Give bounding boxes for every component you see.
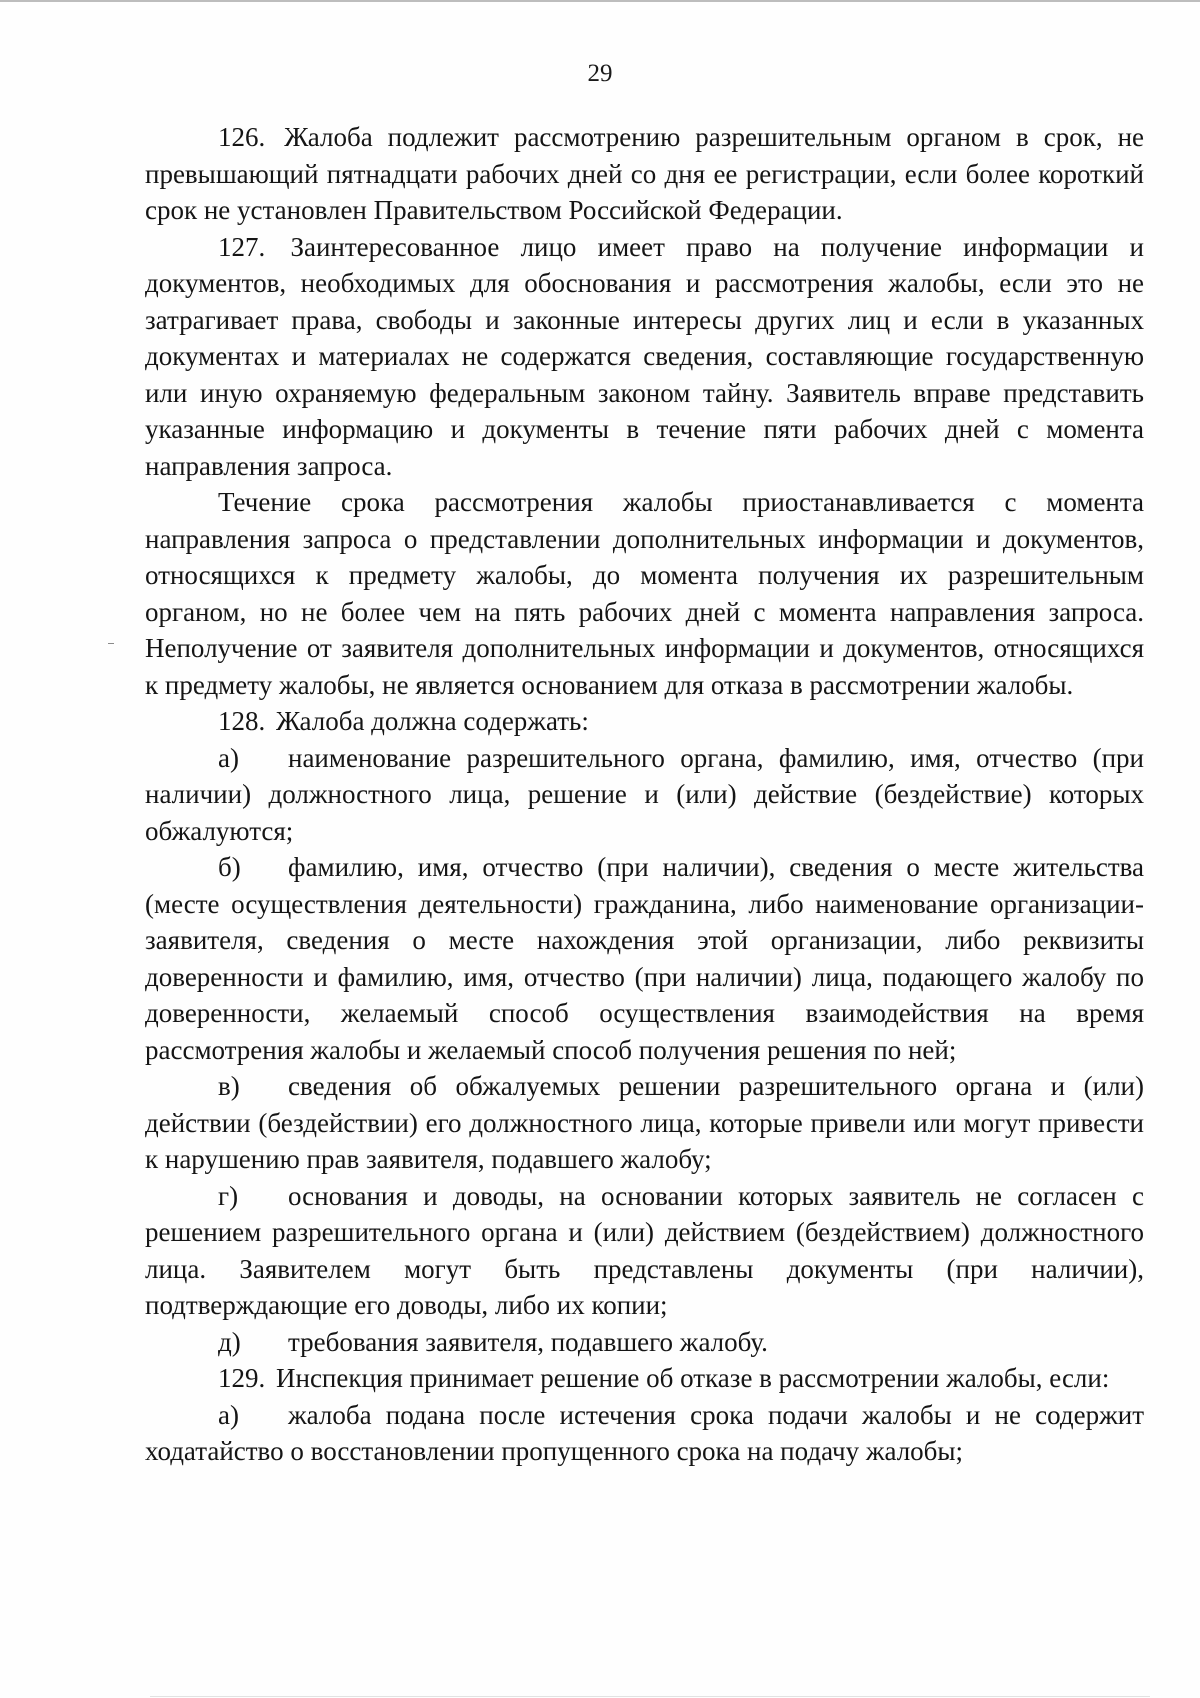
- paragraph-number: 128.: [218, 706, 266, 736]
- list-marker: г): [218, 1180, 239, 1211]
- paragraph-number: 126.: [218, 122, 266, 152]
- list-item-text: сведения об обжалуемых решении разрешительного органа и (или) действии (бездействии) его должностного лица, которые привели или могут привести к нарушению прав заявителя, подавшего жалобу;: [145, 1071, 1144, 1174]
- paragraph-127-continuation: [145, 484, 1144, 703]
- list-item-text: наименование разрешительного органа, фамилию, имя, отчество (при наличии) должностного лица, решение и (или) действие (бездействие) которых обжалуются;: [145, 742, 1144, 846]
- list-item-text: требования заявителя, подавшего жалобу.: [288, 1326, 768, 1357]
- list-item-text: фамилию, имя, отчество (при наличии), сведения о месте жительства (месте осуществления деятельности) гражданина, либо наименование организации-заявителя, сведения о месте нахождения этой организации, либо реквизиты доверенности и фамилию, имя, отчество (при наличии) лица, подающего жалобу по доверенности, желаемый способ осуществления взаимодействия на время рассмотрения жалобы и желаемый способ получения решения по ней;: [145, 852, 1144, 1065]
- list-item-128-a: [145, 740, 1144, 850]
- document-body: [145, 119, 1144, 1470]
- list-item-129-a: [145, 1397, 1144, 1470]
- scan-artifact: [108, 643, 114, 644]
- page-bottom-edge: [150, 1696, 1150, 1697]
- list-marker: а): [218, 742, 239, 773]
- paragraph-129: [145, 1360, 1144, 1397]
- paragraph-text: Течение срока рассмотрения жалобы приостанавливается с момента направления запроса о представлении дополнительных информации и документов, относящихся к предмету жалобы, до момента получения их разрешительным органом, но не более чем на пять рабочих дней с момента направления запроса. Неполучение от заявителя дополнительных информации и документов, относящихся к предмету жалобы, не является основанием для отказа в рассмотрении жалобы.: [145, 487, 1144, 700]
- paragraph-127: [145, 229, 1144, 485]
- page-number: 29: [587, 60, 613, 87]
- list-item-128-g: [145, 1178, 1144, 1324]
- list-marker: д): [218, 1326, 241, 1357]
- paragraph-number: 127.: [218, 231, 266, 262]
- list-item-128-d: [145, 1324, 1144, 1361]
- paragraph-text: Инспекция принимает решение об отказе в рассмотрении жалобы, если:: [276, 1363, 1110, 1393]
- paragraph-128: [145, 703, 1144, 740]
- list-item-text: жалоба подана после истечения срока подачи жалобы и не содержит ходатайство о восстановлении пропущенного срока на подачу жалобы;: [145, 1399, 1144, 1466]
- paragraph-text: Жалоба должна содержать:: [276, 706, 589, 736]
- paragraph-number: 129.: [218, 1363, 266, 1393]
- list-item-text: основания и доводы, на основании которых заявитель не согласен с решением разрешительного органа и (или) действием (бездействием) должностного лица. Заявителем могут быть представлены документы (при наличии), подтверждающие его доводы, либо их копии;: [145, 1180, 1144, 1320]
- list-marker: а): [218, 1399, 239, 1430]
- list-item-128-v: [145, 1068, 1144, 1178]
- list-marker: в): [218, 1071, 240, 1101]
- paragraph-text: Заинтересованное лицо имеет право на получение информации и документов, необходимых для обоснования и рассмотрения жалобы, если это не затрагивает права, свободы и законные интересы других лиц и если в указанных документах и материалах не содержатся сведения, составляющие государственную или иную охраняемую федеральным законом тайну. Заявитель вправе представить указанные информацию и документы в течение пяти рабочих дней с момента направления запроса.: [145, 231, 1144, 481]
- paragraph-126: [145, 119, 1144, 229]
- paragraph-text: Жалоба подлежит рассмотрению разрешительным органом в срок, не превышающий пятнадцати рабочих дней со дня ее регистрации, если более короткий срок не установлен Правительством Российской Федерации.: [145, 122, 1144, 225]
- list-marker: б): [218, 852, 241, 882]
- list-item-128-b: [145, 849, 1144, 1068]
